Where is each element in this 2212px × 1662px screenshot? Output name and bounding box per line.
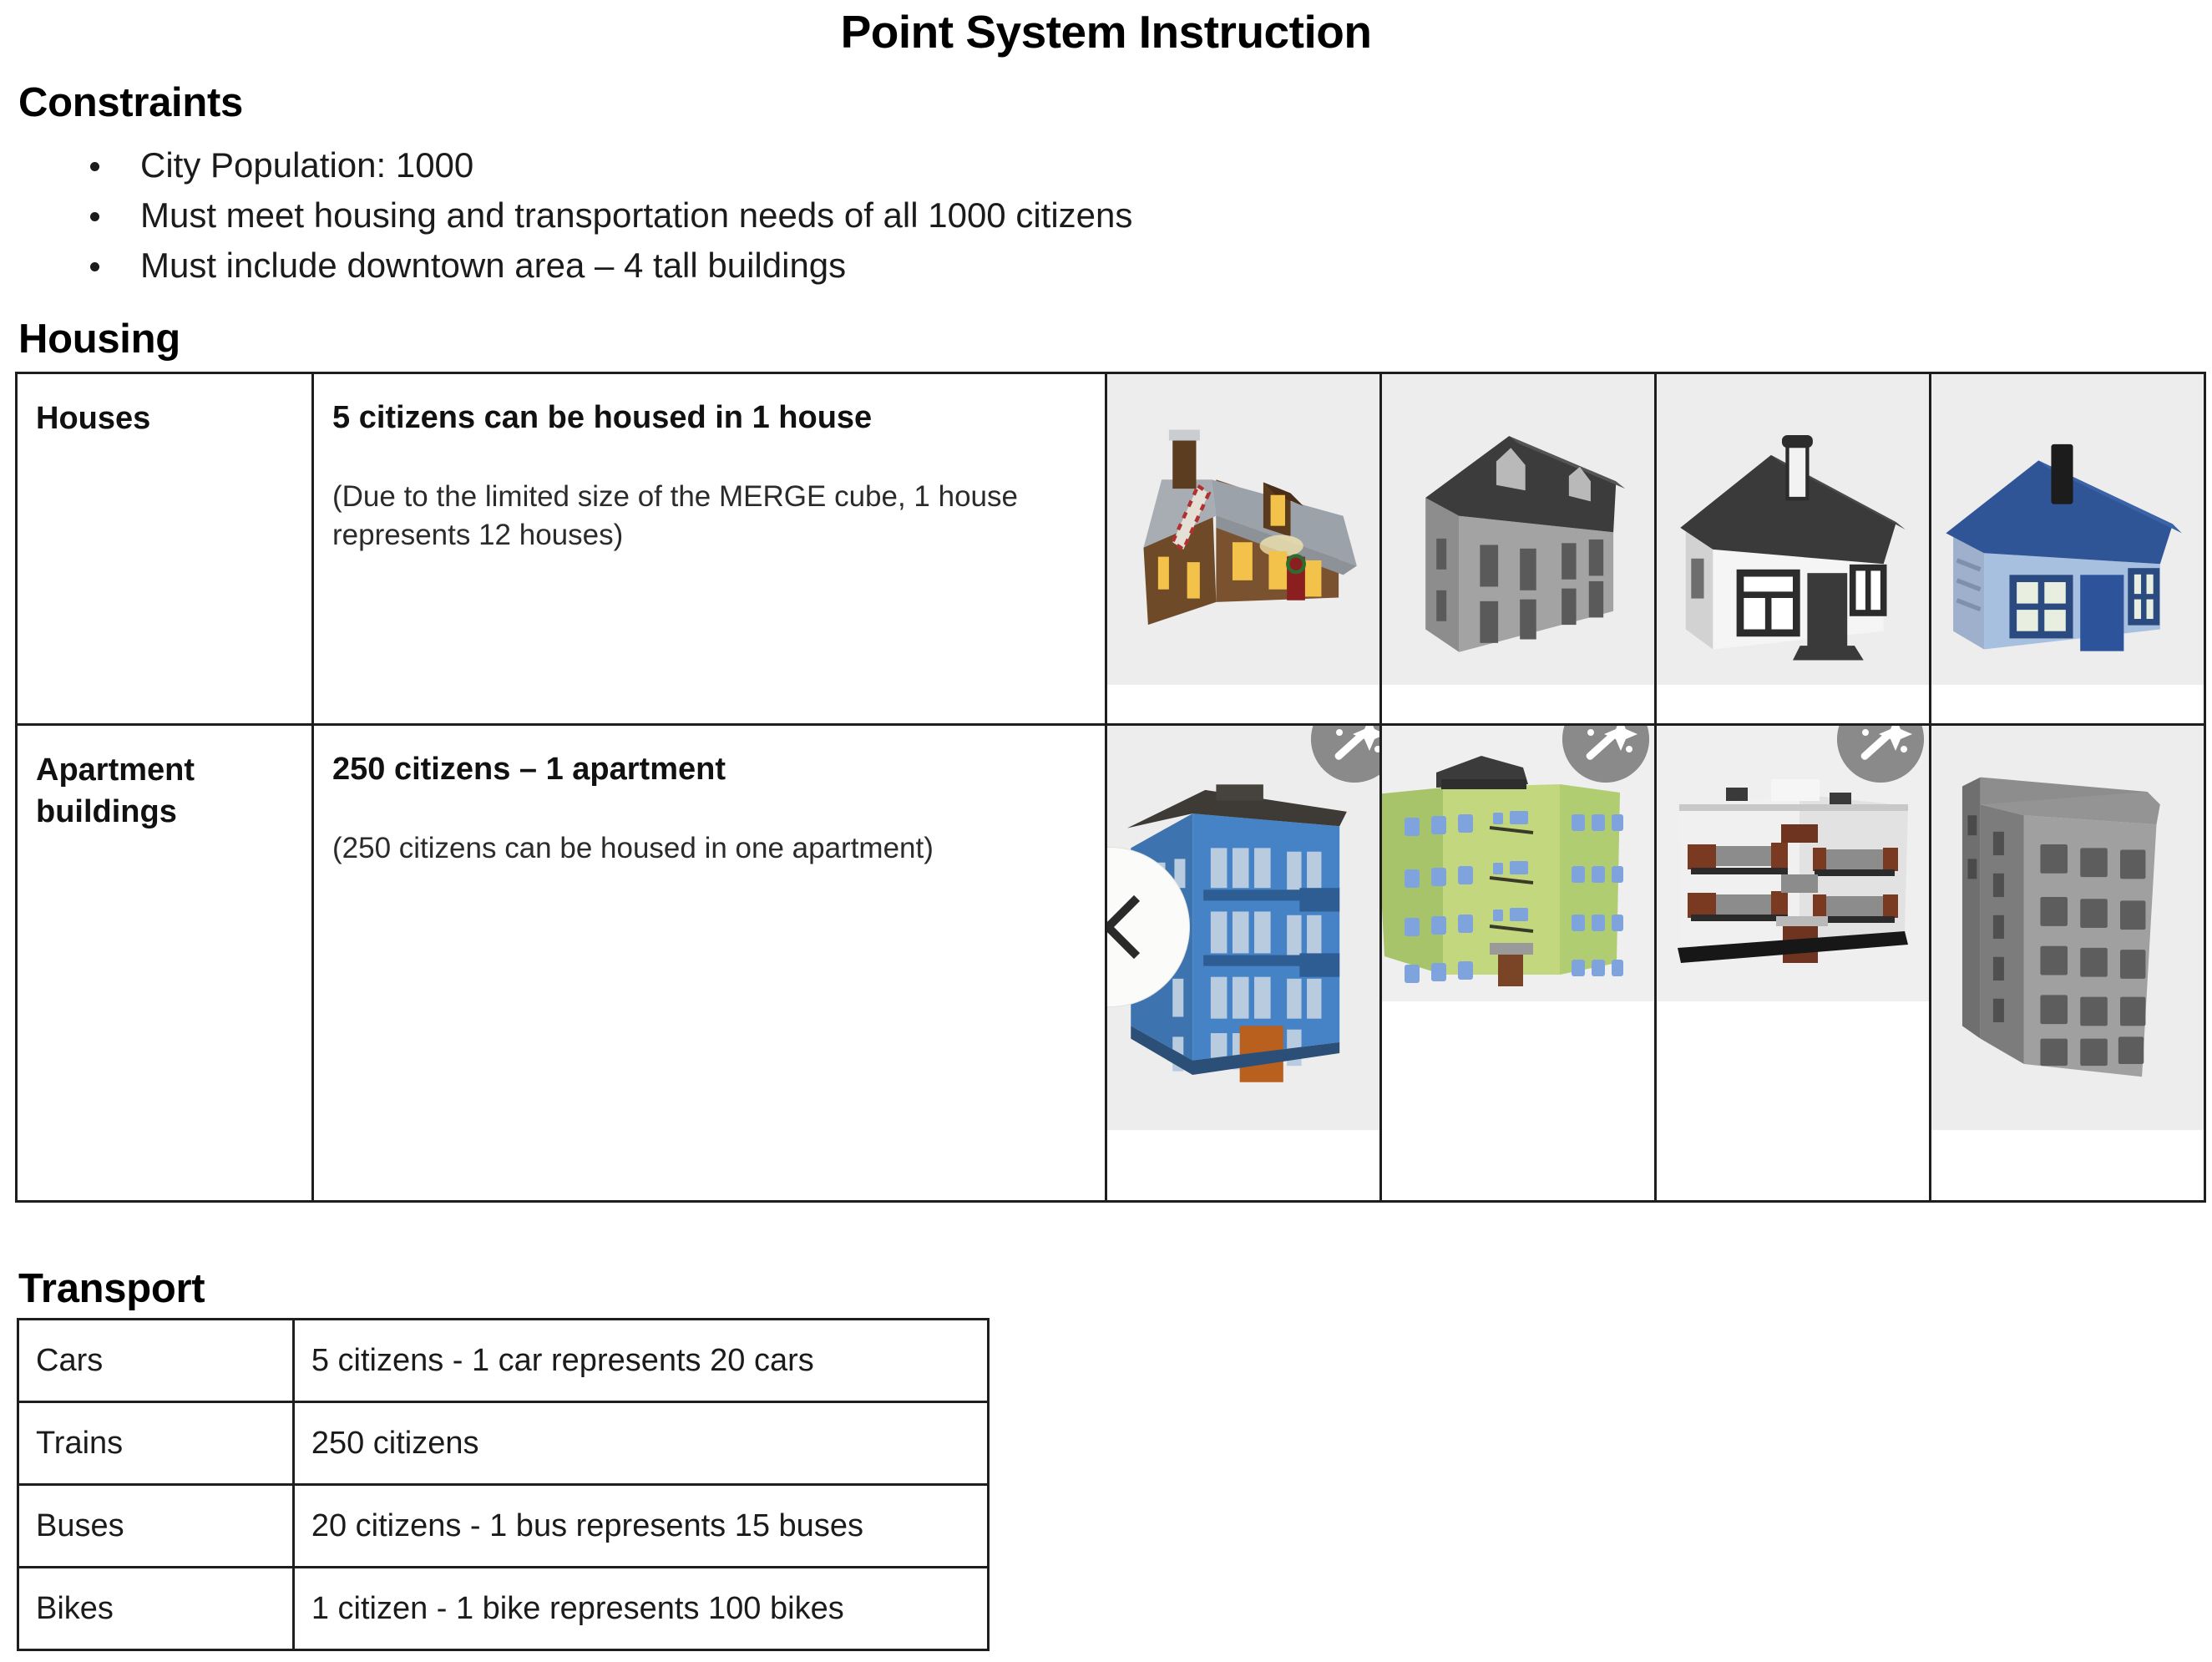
table-row [17, 725, 2205, 1202]
transport-mode-cell: Trains [18, 1402, 294, 1485]
transport-rule-cell: 20 citizens - 1 bus represents 15 buses [293, 1485, 988, 1568]
gray-townhouse-icon [1382, 374, 1654, 685]
constraints-heading: Constraints [18, 80, 243, 125]
list-item [0, 140, 1132, 190]
gray-tower-thumbnail[interactable] [1931, 726, 2204, 1130]
apartments-image-cell-2[interactable] [1381, 725, 1656, 1202]
table-row [18, 1568, 989, 1650]
transport-mode-cell: Buses [18, 1485, 294, 1568]
houses-note-text: (Due to the limited size of the MERGE cube, 1 house represents 12 houses) [332, 480, 1018, 551]
table-row [18, 1320, 989, 1402]
white-cottage-thumbnail[interactable] [1657, 374, 1929, 685]
gray-tower-icon [1931, 726, 2204, 1130]
table-row [18, 1402, 989, 1485]
houses-image-cell-3[interactable] [1656, 373, 1931, 725]
log-cabin-house-thumbnail[interactable] [1107, 374, 1379, 685]
constraint-text: City Population: 1000 [140, 145, 474, 185]
white-lowrise-apartment-thumbnail[interactable] [1657, 726, 1929, 1001]
green-apartment-block-thumbnail[interactable] [1382, 726, 1654, 1001]
houses-rule-text: 5 citizens can be housed in 1 house [332, 400, 873, 435]
transport-heading: Transport [18, 1266, 205, 1311]
houses-image-cell-2[interactable] [1381, 373, 1656, 725]
row-label: Houses [36, 401, 151, 436]
blue-apartment-block-thumbnail[interactable] [1107, 726, 1379, 1130]
apartments-label-cell [17, 725, 313, 1202]
houses-rule-cell [313, 373, 1106, 725]
houses-label-cell [17, 373, 313, 725]
blue-house-icon [1931, 374, 2204, 685]
table-row [18, 1485, 989, 1568]
constraint-text: Must meet housing and transportation needs of all 1000 citizens [140, 195, 1133, 235]
bullet-dot-icon [90, 162, 99, 171]
apartments-rule-cell [313, 725, 1106, 1202]
list-item [0, 241, 1132, 291]
page-title: Point System Instruction [840, 6, 1372, 58]
chevron-left-icon [1107, 895, 1166, 959]
apartments-image-cell-1[interactable] [1106, 725, 1381, 1202]
gray-townhouse-thumbnail[interactable] [1382, 374, 1654, 685]
transport-rule-cell: 5 citizens - 1 car represents 20 cars [293, 1320, 988, 1402]
houses-image-cell-4[interactable] [1931, 373, 2205, 725]
row-label: Apartment buildings [36, 752, 195, 829]
transport-rule-cell: 250 citizens [293, 1402, 988, 1485]
bullet-dot-icon [90, 212, 99, 221]
housing-table [15, 372, 2206, 1203]
bullet-dot-icon [90, 262, 99, 271]
apartments-rule-text: 250 citizens – 1 apartment [332, 752, 726, 787]
houses-image-cell-1[interactable] [1106, 373, 1381, 725]
transport-mode-cell: Cars [18, 1320, 294, 1402]
transport-table [17, 1318, 990, 1651]
table-row [17, 373, 2205, 725]
constraints-list [0, 140, 1132, 291]
list-item [0, 190, 1132, 241]
apartments-image-cell-3[interactable] [1656, 725, 1931, 1202]
apartments-image-cell-4[interactable] [1931, 725, 2205, 1202]
transport-rule-cell: 1 citizen - 1 bike represents 100 bikes [293, 1568, 988, 1650]
constraint-text: Must include downtown area – 4 tall buildings [140, 246, 847, 285]
blue-house-thumbnail[interactable] [1931, 374, 2204, 685]
apartments-note-text: (250 citizens can be housed in one apartment) [332, 832, 934, 864]
white-cottage-icon [1657, 374, 1929, 685]
log-cabin-house-icon [1107, 374, 1379, 685]
transport-mode-cell: Bikes [18, 1568, 294, 1650]
housing-heading: Housing [18, 317, 180, 362]
